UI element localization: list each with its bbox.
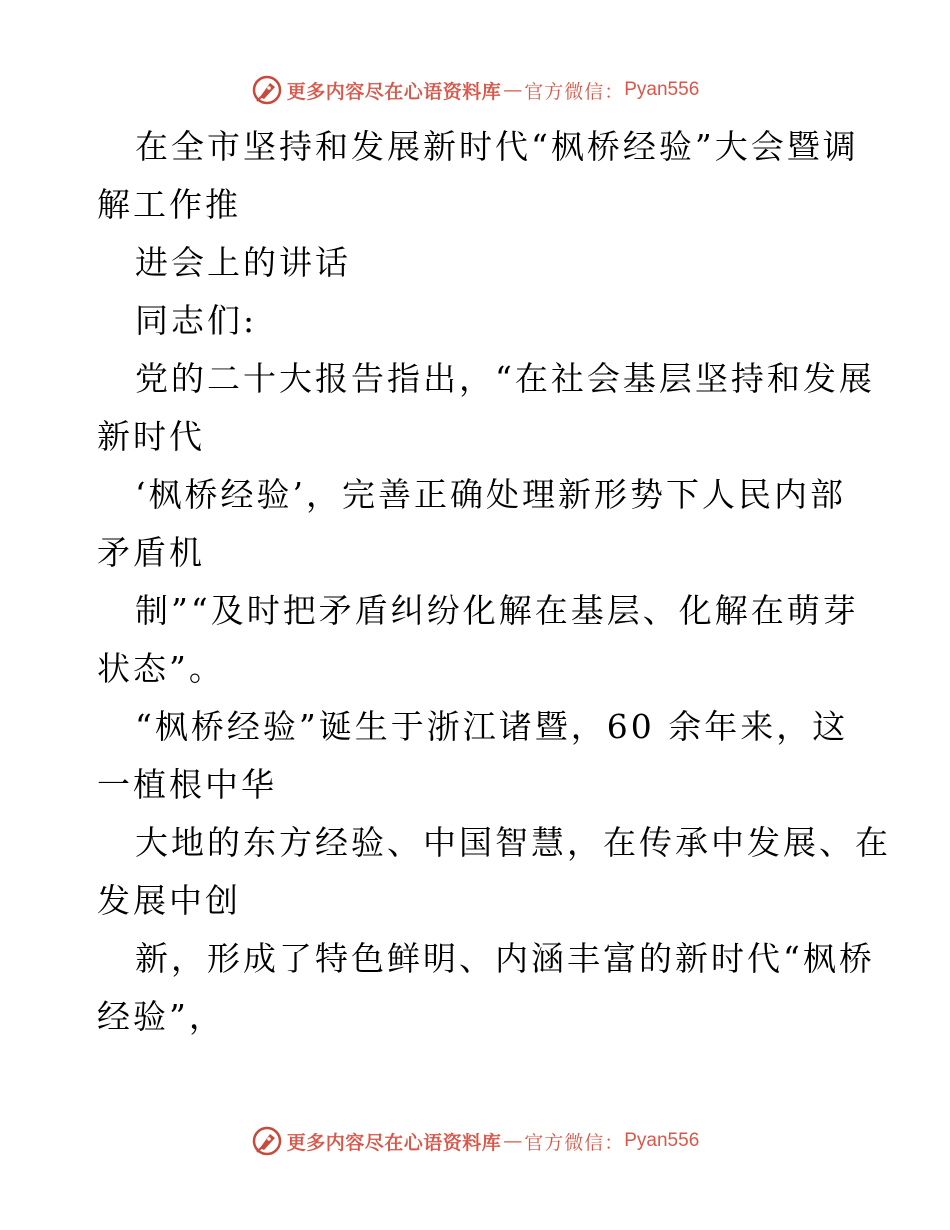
title-line-3: 进会上的讲话 (135, 243, 351, 282)
pen-nib-circle-icon (251, 74, 283, 106)
paragraph-line: 新，形成了特色鲜明、内涵丰富的新时代“枫桥 (135, 939, 875, 978)
paragraph-line: 大地的东方经验、中国智慧，在传承中发展、在 (135, 823, 891, 862)
paragraph-line: 矛盾机 (97, 533, 205, 572)
paragraph-line: ‘枫桥经验’，完善正确处理新形势下人民内部 (135, 475, 846, 514)
paragraph-line: 制”“及时把矛盾纠纷化解在基层、化解在萌芽 (135, 591, 859, 630)
watermark-official-label: 官方微信： (524, 1131, 625, 1154)
watermark-wechat-id: Pyan556 (624, 1130, 700, 1151)
watermark-separator: — (503, 79, 523, 101)
pen-nib-circle-icon (251, 1125, 283, 1157)
paragraph-line: 状态”。 (97, 649, 225, 688)
footer-watermark (0, 1121, 950, 1161)
paragraph-line: “枫桥经验”诞生于浙江诸暨，60 余年来，这 (135, 707, 849, 746)
title-line-1: 在全市坚持和发展新时代“枫桥经验”大会暨调 (135, 127, 859, 166)
header-watermark (0, 70, 950, 110)
salutation: 同志们: (135, 301, 258, 340)
paragraph-line: 党的二十大报告指出，“在社会基层坚持和发展 (135, 359, 875, 398)
watermark-wechat-id: Pyan556 (624, 79, 700, 100)
watermark-official-label: 官方微信： (524, 80, 625, 103)
watermark-brand: 更多内容尽在心语资料库 (286, 1131, 502, 1154)
document-body (97, 118, 891, 1046)
paragraph-line: 新时代 (97, 417, 205, 456)
paragraph-line: 发展中创 (97, 881, 241, 920)
watermark-brand: 更多内容尽在心语资料库 (286, 80, 502, 103)
watermark-separator: — (503, 1130, 523, 1152)
paragraph-line: 经验”， (97, 997, 225, 1036)
title-line-2: 解工作推 (97, 185, 241, 224)
paragraph-line: 一植根中华 (97, 765, 277, 804)
